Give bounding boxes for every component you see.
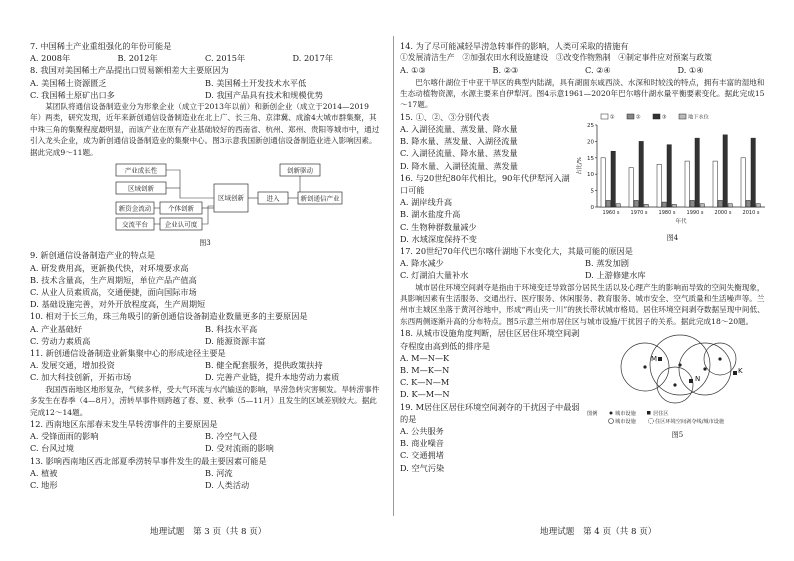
legend-swatch [679, 114, 686, 119]
bar-1 [685, 161, 689, 207]
option: D. 2017年 [292, 53, 334, 64]
question-13: 13. 影响西南地区西北部夏季涝转旱事件发生的最主要因素可能是 [30, 455, 267, 466]
bar-2 [606, 200, 610, 207]
residential-marker [658, 357, 662, 361]
legend-label: 地下水位 [688, 114, 709, 121]
legend-swatch [627, 114, 634, 119]
x-tick-label: 1960 s [602, 209, 620, 216]
option: B. 降水量、蒸发量、入湖径流量 [400, 136, 518, 147]
question-16: 16. 与20世纪80年代相比，90年代伊犁河入湖口可能 [400, 172, 570, 196]
bar-2 [746, 200, 750, 207]
legend-item: 城市设施 [615, 411, 636, 418]
bar-4 [700, 204, 704, 207]
question-8-options [30, 77, 380, 101]
figure-5-container [585, 327, 770, 473]
passage-2: 我国西南地区地形复杂，气候多样，受大气环流与水汽输送的影响，旱涝急转灾害频发。旱转涝事件多发生在春季（4—8月），涝转旱事件则跨越了春、夏、秋季（5—11月）且发生的区域差别较大。据此完成12～14题。 [30, 384, 380, 417]
option: A. 2008年 [30, 53, 71, 64]
bar-3 [611, 151, 615, 207]
option: D. ①④ [677, 65, 704, 76]
option: D. 受对流雨的影响 [205, 443, 274, 454]
question-9-options [30, 262, 380, 311]
question-17: 17. 20世纪70年代巴尔喀什湖地下水变化大，其最可能的原因是 [400, 246, 633, 257]
figure-4-caption: 图4 [666, 234, 679, 243]
figure-3-diagram [30, 158, 380, 236]
column-divider [393, 36, 394, 516]
option: B. 蒸发加剧 [585, 258, 629, 269]
option: C. 灯湖泊大量补水 [400, 270, 469, 281]
question-11: 11. 新创通信设备制造业新集聚中心的形成途径主要是 [30, 348, 226, 359]
bar-4 [616, 204, 620, 207]
box-label: 新资金流动 [118, 204, 152, 213]
option: D. 水域深度保持不变 [400, 233, 477, 244]
option: D. 能源资源丰富 [205, 335, 266, 346]
option: A. 植被 [30, 467, 58, 478]
option: B. 2012年 [117, 53, 158, 64]
option: C. 从业人员素质高，交通便捷，面向国际市场 [30, 287, 197, 298]
option: B. 河流 [205, 467, 233, 478]
y-tick-label: 0 [590, 204, 594, 211]
option: A. M—N—K [400, 352, 450, 363]
bar-1 [713, 161, 717, 207]
bar-1 [601, 158, 605, 207]
y-tick-label: 5 [590, 188, 594, 195]
bar-4 [756, 204, 760, 207]
x-tick-label: 1990 s [686, 209, 704, 216]
q15-17-block [400, 111, 575, 245]
option: B. 科技水平高 [205, 323, 258, 334]
question-9: 9. 新创通信设备制造产业的特点是 [30, 250, 156, 261]
option: D. K—M—N [400, 389, 450, 400]
question-8: 8. 我国对美国稀土产品提出口贸易额相差大主要原因为 [30, 65, 229, 76]
bar-1 [629, 167, 633, 206]
right-column [400, 40, 770, 474]
area-label: K [738, 367, 743, 376]
legend-title: 图例 [587, 411, 598, 418]
legend-item: 居住区 [653, 411, 669, 418]
residential-marker [689, 379, 693, 383]
option: A. 湖岸线升高 [400, 197, 453, 208]
legend-label: ③ [662, 114, 667, 121]
box-label: 区域创新 [218, 194, 244, 203]
question-14-options [400, 64, 770, 76]
figure-5-caption: 图5 [671, 430, 684, 439]
bar-3 [667, 145, 671, 207]
option: C. K—N—M [400, 377, 450, 388]
bar-1 [741, 158, 745, 207]
option: D. 基础设施完善，对外开放程度高，生产周期短 [30, 299, 206, 310]
x-tick-label: 1970 s [630, 209, 648, 216]
option: C. 台风过境 [30, 443, 74, 454]
option: B. 技术含量高，生产周期短，单位产品产值高 [30, 274, 197, 285]
question-19: 19. M居住区居住环境空间剥夺的干扰因子中最弱的是 [400, 401, 580, 424]
page-footer-left: 地理试题 第 3 页（共 8 页） [150, 527, 267, 537]
question-17-options [400, 257, 770, 281]
y-axis-label: 占比/% [577, 156, 583, 175]
x-tick-label: 1980 s [658, 209, 676, 216]
box-label: 产业成长性 [124, 166, 158, 175]
box-label: 企业认可度 [164, 220, 198, 229]
q18-19-block [400, 327, 585, 473]
question-12: 12. 西南地区东部春末发生旱转涝事件的主要原因是 [30, 418, 218, 429]
figure-5-diagram [585, 327, 770, 425]
option: C. 入湖径流量、降水量、蒸发量 [400, 148, 518, 159]
bar-2 [690, 200, 694, 207]
passage-1: 某团队将通信设备制造业分为形象企业（成立于2013年以前）和新创企业（成立于2014—2019年）两类，研究发现，近年来新创通信设备制造业在北上广、长三角、京津冀、成渝4大城市群集聚，其中珠三角的集聚程度最明显，而该产业在原有产业基础较好的西南省、杭州、郑州、贵阳等城市中，通过引入龙头企业，成为新创通信设备制造业的集聚中心。图3示意我国新创通信设备制造业进入影响因素。据此完成9～11题。 [30, 102, 380, 157]
box-label: 进入 [266, 194, 280, 203]
option: A. 入湖径流量、蒸发量、降水量 [400, 124, 518, 135]
option: C. ②④ [585, 65, 611, 76]
q15-17-with-chart [400, 111, 770, 245]
legend-swatch [601, 114, 608, 119]
question-12-options [30, 430, 380, 454]
option: B. ②③ [492, 65, 519, 76]
question-19-options [400, 425, 585, 474]
option: B. 湖水盐度升高 [400, 209, 461, 220]
bar-2 [662, 202, 666, 207]
legend-item: 城市设施 [615, 419, 636, 426]
passage-4: 城市居住环境空间剥夺是指由于环境变迁导致部分居民生活以及心理产生的影响而导致的空间失衡现象，具影响因素有生活服务、交通出行、医疗服务、休闲服务、教育服务、城市安全、空气质量和生活噪声等。兰州市主城区坐落于黄河谷地中，形成“两山夹一川”的狭长带状城市格局。居住环境空间剥夺数据呈现中间低、东西两侧逐渐升高的分布特点。图5示意兰州市居住区与城市设施/干扰因子的关系。据此完成18～20题。 [400, 282, 765, 326]
bar-3 [639, 141, 643, 207]
option: A. 研发费用高，更新换代快，对环境要求高 [30, 262, 189, 273]
y-tick-label: 10 [587, 172, 594, 179]
box-label: 区域创新 [128, 184, 154, 193]
bar-2 [718, 200, 722, 207]
option: C. 交通拥堵 [400, 450, 444, 461]
page-footer-right: 地理试题 第 4 页（共 8 页） [540, 527, 657, 537]
option: C. 我国稀土原矿出口多 [30, 89, 115, 100]
left-column [30, 40, 380, 491]
option: B. 商业噪音 [400, 438, 444, 449]
area-label: N [695, 375, 701, 384]
option: C. 加大科技创新，开拓市场 [30, 372, 132, 383]
option: C. 地形 [30, 479, 58, 490]
residential-marker [733, 371, 737, 375]
option: D. 完善产业链，提升本地劳动力素质 [205, 372, 340, 383]
bar-4 [644, 204, 648, 207]
bar-3 [695, 138, 699, 207]
question-7-options [30, 52, 380, 64]
question-15: 15. ①、②、③分别代表 [400, 111, 490, 122]
option: A. ①③ [400, 65, 426, 76]
question-13-options [30, 467, 380, 491]
bar-1 [657, 164, 661, 207]
question-10-options [30, 323, 380, 347]
question-18: 18. 从城市设施角度判断，居住区居住环境空间剥夺程度由高到低的排序是 [400, 328, 580, 351]
question-15-options [400, 123, 575, 172]
option: C. 2015年 [205, 53, 246, 64]
question-16-options [400, 196, 575, 245]
legend-label: ① [610, 114, 615, 121]
bar-4 [728, 204, 732, 207]
question-11-options [30, 359, 380, 383]
box-label: 个体创新 [168, 204, 194, 213]
option: B. 冷空气入侵 [205, 431, 258, 442]
option: A. 发展交通，增加投资 [30, 360, 115, 371]
y-tick-label: 20 [587, 139, 594, 146]
option: B. 健全配套服务，提供政策扶持 [205, 360, 323, 371]
question-14-items: ①发展清洁生产 ②加强农田水利设施建设 ③改变作物熟制 ④制定事件应对预案与政策 [400, 53, 712, 63]
question-14: 14. 为了尽可能减轻旱涝急转事件的影响，人类可采取的措施有 [400, 41, 629, 51]
option: C. 生物种群数量减少 [400, 221, 477, 232]
area-label: M [651, 355, 658, 364]
legend-label: ② [636, 114, 641, 121]
option: A. 降水减少 [400, 258, 444, 269]
option: D. 降水量、入湖径流量、蒸发量 [400, 160, 518, 171]
option: D. 空气污染 [400, 462, 445, 473]
legend-swatch [653, 114, 660, 119]
figure-4-container [575, 111, 770, 245]
bar-3 [751, 138, 755, 207]
box-label: 创新驱动 [287, 166, 313, 175]
figure-4-chart [575, 111, 770, 229]
x-axis-label: 年代 [675, 218, 687, 225]
q18-19-with-figure [400, 327, 770, 473]
legend-item: 住区环境空间剥夺线/城市设施 [655, 419, 725, 426]
question-18-options [400, 352, 585, 401]
option: D. 人类活动 [205, 479, 250, 490]
passage-3: 巴尔喀什湖位于中亚干旱区的典型内陆湖，具有湖面东咸西淡、水深和时较浅的特点，拥有丰富的湿地和生态动植物资源，水源主要来自伊犁河。图4示意1961—2020年巴尔喀什湖水量平衡要素变化。据此完成15～17题。 [400, 77, 765, 110]
question-7: 7. 中国稀土产业重组强化的年份可能是 [30, 41, 172, 51]
option: D. 上游修建水库 [585, 270, 646, 281]
figure-3-caption: 图3 [199, 239, 211, 248]
option: A. 产业基础好 [30, 323, 83, 334]
bar-4 [672, 204, 676, 207]
question-10: 10. 相对于长三角，珠三角吸引的新创通信设备制造业数量更多的主要原因是 [30, 311, 308, 322]
y-tick-label: 15 [587, 155, 594, 162]
bar-3 [723, 135, 727, 207]
option: A. 受锋面雨的影响 [30, 431, 99, 442]
option: A. 美国稀土资源匮乏 [30, 77, 107, 88]
bar-2 [634, 200, 638, 207]
option: C. 劳动力素质高 [30, 335, 91, 346]
box-label: 交流平台 [122, 220, 148, 229]
option: A. 公共服务 [400, 425, 444, 436]
option: D. 我国产品具有技术和规模优势 [205, 89, 323, 100]
x-tick-label: 2000 s [714, 209, 732, 216]
option: B. M—K—N [400, 364, 450, 375]
option: B. 美国稀土开发技术水平低 [205, 77, 307, 88]
x-tick-label: 2010 s [742, 209, 760, 216]
box-label: 新创通信产业 [300, 194, 340, 203]
y-tick-label: 25 [587, 122, 594, 129]
